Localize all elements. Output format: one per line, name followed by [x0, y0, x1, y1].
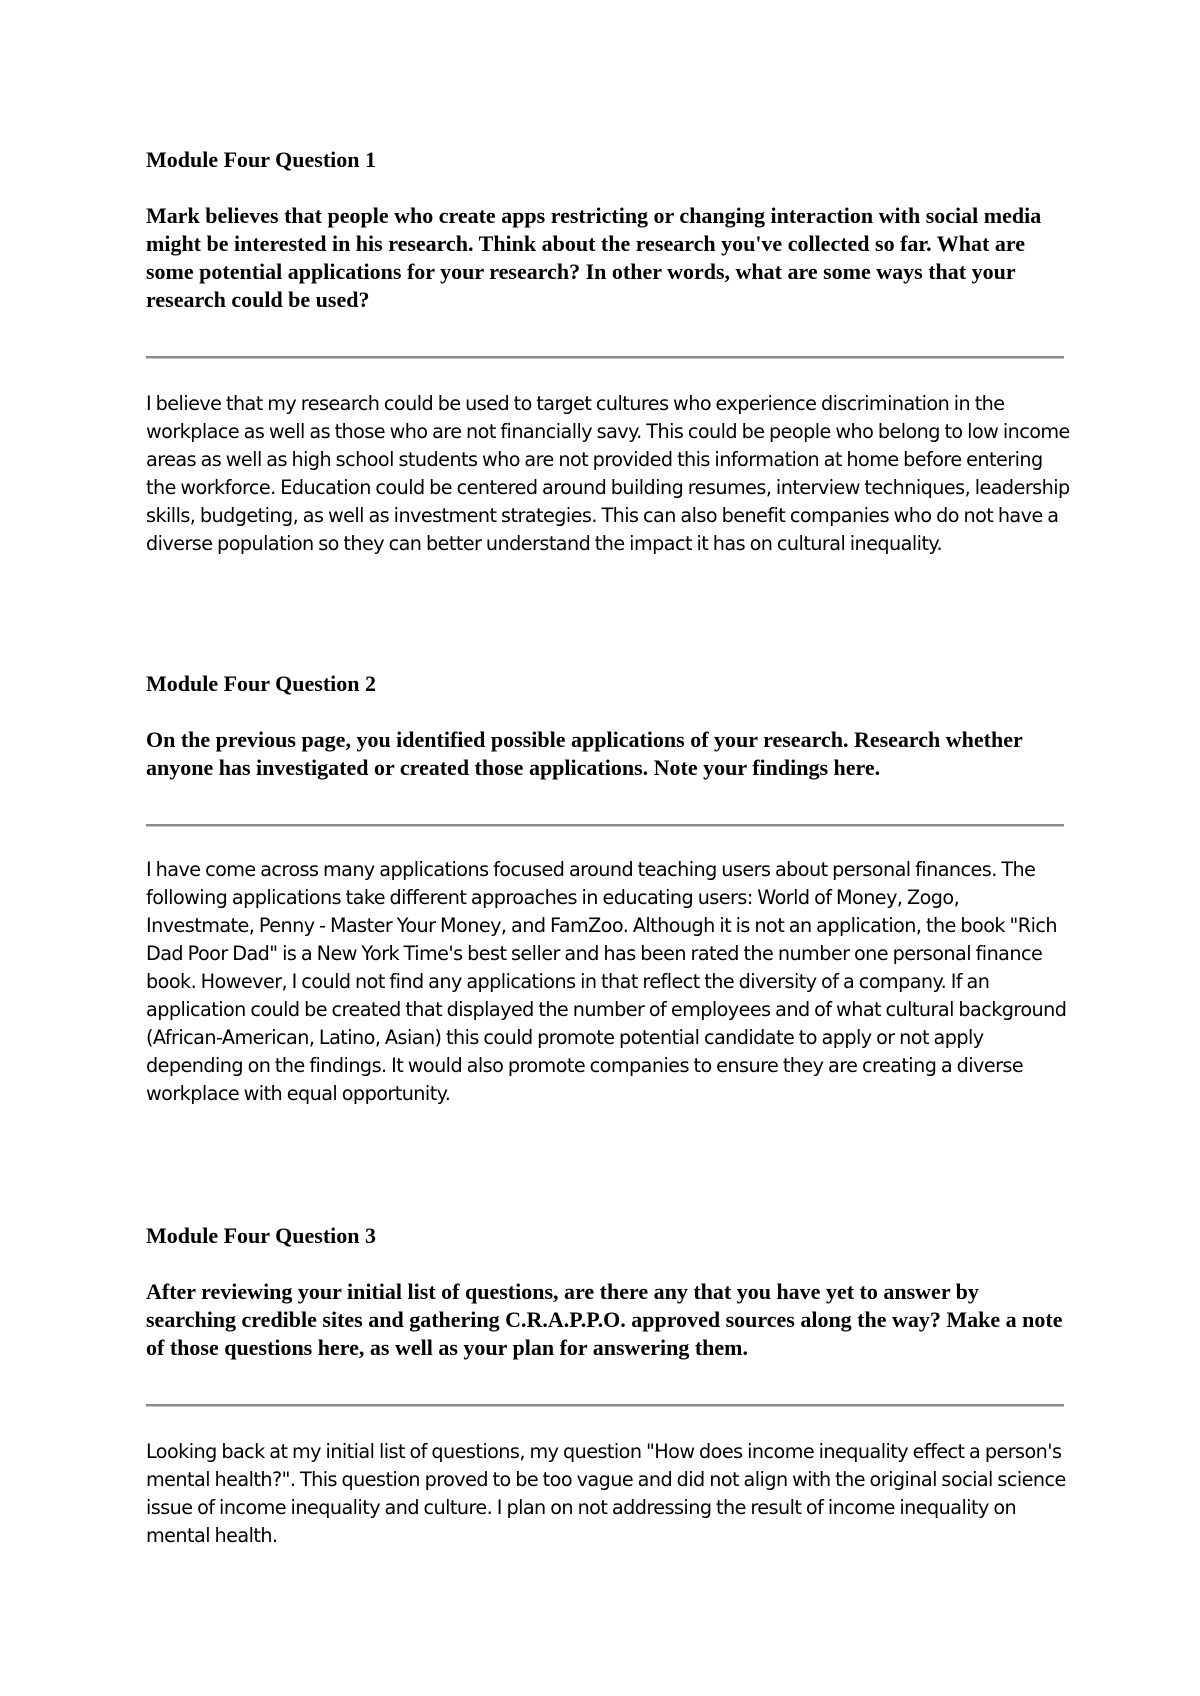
question-1-divider: [146, 356, 1064, 359]
question-3-prompt: After reviewing your initial list of questions, are there any that you have yet to answer by searching credible sites and gathering C.R.A.P.P.O. approved sources along the way? Make a note of those questions here, as well as your plan for answering them.: [146, 1279, 1063, 1360]
question-2-section: [146, 670, 1067, 1105]
question-1-answer: I believe that my research could be used to target cultures who experience discrimination in the workplace as well as those who are not financially savy. This could be people who belong to low income areas as well as high school students who are not provided this information at home before entering the workforce. Education could be centered around building resumes, interview techniques, leadership skills, budgeting, as well as investment strategies. This can also benefit companies who do not have a diverse population so they can better understand the impact it has on cultural inequality.: [146, 392, 1070, 555]
question-1-section: [146, 146, 1070, 555]
question-2-answer: I have come across many applications focused around teaching users about personal finances. The following applications take different approaches in educating users: World of Money, Zogo, Investmate, Penny - Master Your Money, and FamZoo. Although it is not an application, the book "Rich Dad Poor Dad" is a New York Time's best seller and has been rated the number one personal finance book. However, I could not find any applications in that reflect the diversity of a company. If an application could be created that displayed the number of employees and of what cultural background (African-American, Latino, Asian) this could promote potential candidate to apply or not apply depending on the findings. It would also promote companies to ensure they are creating a diverse workplace with equal opportunity.: [146, 858, 1067, 1105]
question-2-title: Module Four Question 2: [146, 671, 377, 696]
question-2-divider: [146, 824, 1064, 827]
question-3-answer: Looking back at my initial list of questions, my question "How does income inequality effect a person's mental health?". This question proved to be too vague and did not align with the original social science issue of income inequality and culture. I plan on not addressing the result of income inequality on mental health.: [146, 1440, 1066, 1547]
question-3-title: Module Four Question 3: [146, 1223, 377, 1248]
question-3-divider: [146, 1404, 1064, 1407]
question-1-title: Module Four Question 1: [146, 147, 377, 172]
question-1-prompt: Mark believes that people who create apps restricting or changing interaction with social media might be interested in his research. Think about the research you've collected so far. What are some potential applications for your research? In other words, what are some ways that your research could be used?: [146, 203, 1042, 312]
question-3-section: [146, 1222, 1066, 1547]
question-2-prompt: On the previous page, you identified possible applications of your research. Research whether anyone has investigated or created those applications. Note your findings here.: [146, 727, 1023, 780]
